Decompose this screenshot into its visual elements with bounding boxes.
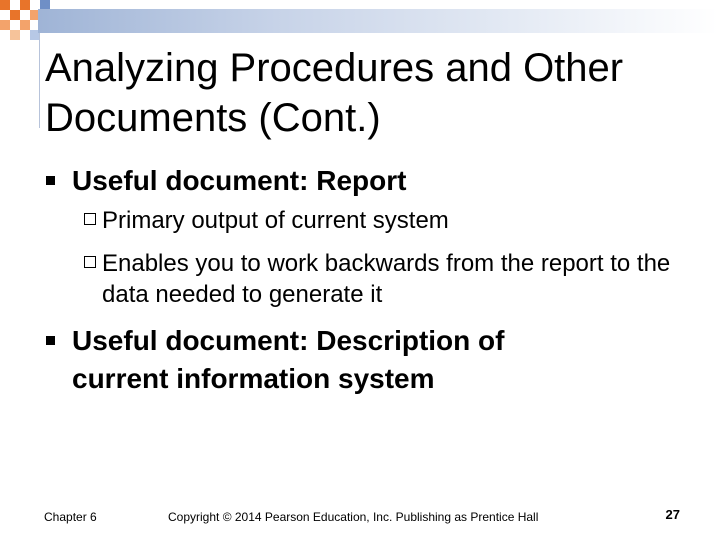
square-bullet-icon xyxy=(46,336,55,345)
page-number: 27 xyxy=(665,507,680,522)
title-divider-line xyxy=(39,33,40,128)
footer-chapter: Chapter 6 xyxy=(44,510,97,524)
slide-title xyxy=(45,43,705,143)
square-bullet-icon xyxy=(46,176,55,185)
sub-bullet-item xyxy=(84,205,684,236)
hollow-square-bullet-icon xyxy=(84,256,96,268)
sub-bullet-text: Primary output of current system xyxy=(102,207,449,234)
bullet-text: Useful document: Report xyxy=(72,165,407,196)
bullet-text: Useful document: Description of current information system xyxy=(72,325,505,394)
bullet-item xyxy=(46,162,686,200)
sub-bullet-text: Enables you to work backwards from the report to the data needed to generate it xyxy=(102,250,671,308)
slide-title-line-1: Analyzing Procedures and Other xyxy=(45,46,624,90)
bullet-item xyxy=(46,322,606,398)
slide-title-line-2: Documents (Cont.) xyxy=(45,96,381,140)
footer-copyright: Copyright © 2014 Pearson Education, Inc. Publishing as Prentice Hall xyxy=(168,510,539,524)
hollow-square-bullet-icon xyxy=(84,213,96,225)
sub-bullet-item xyxy=(84,248,684,310)
header-gradient-bar xyxy=(38,9,718,33)
